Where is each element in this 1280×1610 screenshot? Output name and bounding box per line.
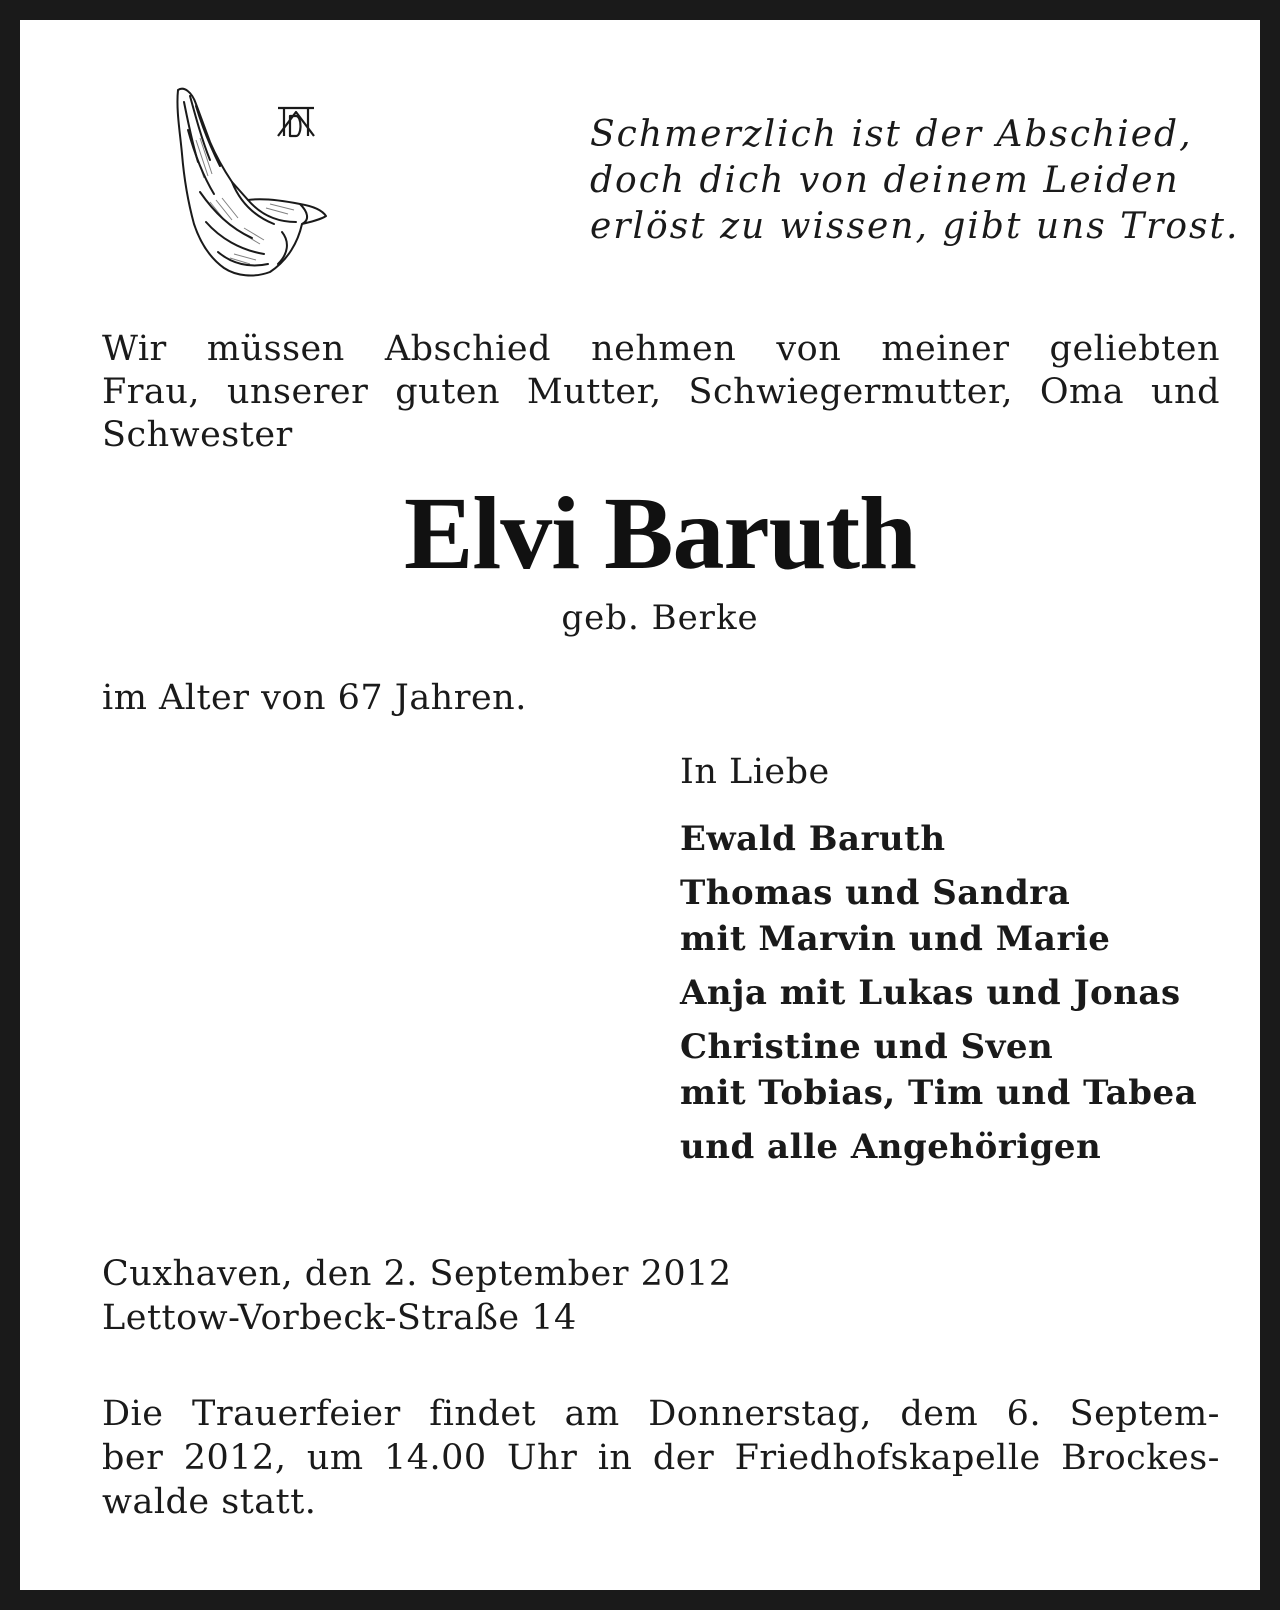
mourner-group [680, 870, 1240, 962]
ceremony-line: ber 2012, um 14.00 Uhr in der Friedhofskapelle Brockes- [102, 1438, 1220, 1478]
place-line: Cuxhaven, den 2. September 2012 [102, 1254, 732, 1294]
mourner-group [680, 816, 1240, 862]
age-text: im Alter von 67 Jahren. [102, 678, 527, 718]
address-line: Lettow-Vorbeck-Straße 14 [102, 1298, 577, 1338]
intro-line: Frau, unserer guten Mutter, Schwiegermutter, Oma und [102, 372, 1220, 412]
mourner-line: Thomas und Sandra [680, 873, 1071, 913]
ceremony-line: walde statt. [102, 1482, 317, 1522]
mourners-intro: In Liebe [680, 752, 830, 792]
mourner-line: mit Marvin und Marie [680, 919, 1111, 959]
intro-line: Wir müssen Abschied nehmen von meiner geliebten [102, 329, 1220, 369]
motto-verse [590, 112, 1240, 250]
mourner-line: Anja mit Lukas und Jonas [680, 973, 1181, 1013]
intro-line: Schwester [102, 415, 293, 455]
mourner-line: Christine und Sven [680, 1027, 1054, 1067]
motto-line: erlöst zu wissen, gibt uns Trost. [590, 206, 1240, 247]
mourner-group [680, 1024, 1240, 1116]
place-and-date [102, 1252, 732, 1340]
motto-line: doch dich von deinem Leiden [590, 160, 1180, 201]
mourner-line: und alle Angehörigen [680, 1127, 1102, 1167]
mourner-group [680, 970, 1240, 1016]
mourners-list [680, 816, 1240, 1178]
ceremony-notice [102, 1392, 1220, 1524]
mourner-line: Ewald Baruth [680, 819, 946, 859]
mourner-group [680, 1124, 1240, 1170]
durer-monogram-icon [274, 104, 318, 140]
deceased-name: Elvi Baruth [404, 476, 916, 591]
motto-line: Schmerzlich ist der Abschied, [590, 114, 1193, 155]
intro-paragraph [102, 328, 1220, 457]
maiden-name: geb. Berke [561, 598, 759, 638]
ceremony-line: Die Trauerfeier findet am Donnerstag, dem 6. Septem- [102, 1394, 1220, 1434]
mourner-line: mit Tobias, Tim und Tabea [680, 1073, 1198, 1113]
